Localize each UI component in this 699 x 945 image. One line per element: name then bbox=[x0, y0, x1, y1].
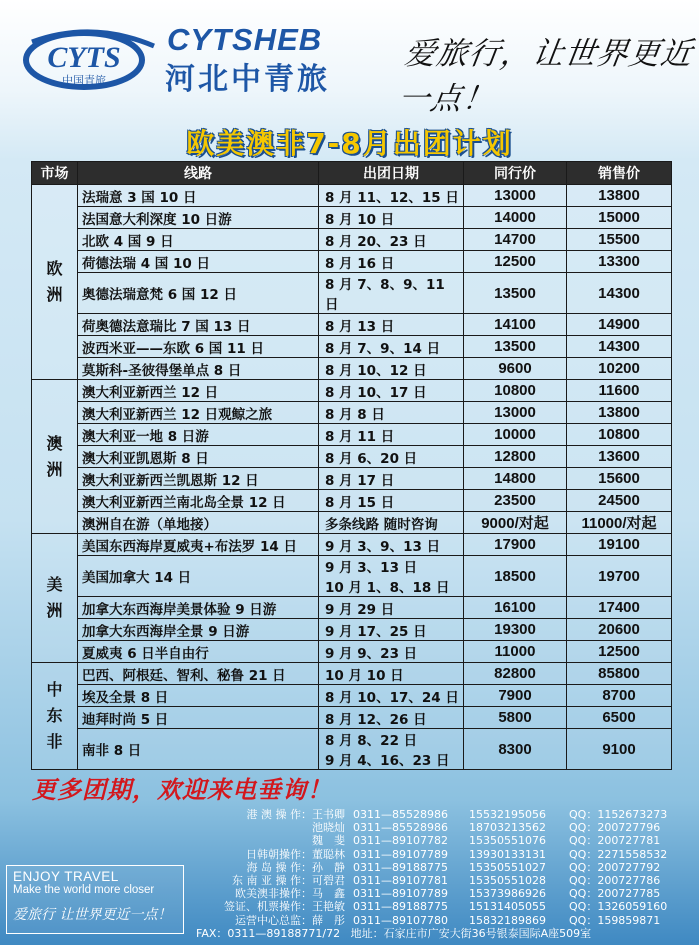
route-cell: 澳大利亚新西兰南北岛全景 12 日 bbox=[78, 490, 319, 512]
date-cell: 8 月 10 日 bbox=[319, 207, 464, 229]
contact-person: 王艳敏 bbox=[312, 900, 345, 914]
route-cell: 莫斯科-圣彼得堡单点 8 日 bbox=[78, 358, 319, 380]
column-header: 市场 bbox=[32, 162, 78, 185]
table-row bbox=[32, 707, 672, 729]
retail-price-cell: 15000 bbox=[567, 207, 672, 229]
retail-price-cell: 11000/对起 bbox=[567, 512, 672, 534]
column-header: 销售价 bbox=[567, 162, 672, 185]
date-line: 10 月 1、8、18 日 bbox=[325, 580, 450, 596]
retail-price-cell: 14900 bbox=[567, 314, 672, 336]
retail-price-cell: 14300 bbox=[567, 336, 672, 358]
route-cell: 美国加拿大 14 日 bbox=[78, 556, 319, 597]
retail-price-cell: 15500 bbox=[567, 229, 672, 251]
peer-price-cell: 14100 bbox=[464, 314, 567, 336]
table-row bbox=[32, 424, 672, 446]
date-cell: 8 月 10、17、24 日 bbox=[319, 685, 464, 707]
date-cell: 8 月 10、12 日 bbox=[319, 358, 464, 380]
contact-row bbox=[196, 821, 696, 834]
region-name: 美洲 bbox=[46, 575, 63, 620]
route-cell: 迪拜时尚 5 日 bbox=[78, 707, 319, 729]
table-row bbox=[32, 402, 672, 424]
peer-price-cell: 14000 bbox=[464, 207, 567, 229]
contact-office-phone: 0311—89107789 bbox=[353, 847, 448, 861]
route-cell: 荷奥德法意瑞比 7 国 13 日 bbox=[78, 314, 319, 336]
contact-person: 魏 斐 bbox=[312, 834, 345, 848]
brand-english: CYTSHEB bbox=[167, 22, 323, 57]
peer-price-cell: 17900 bbox=[464, 534, 567, 556]
region-name: 澳洲 bbox=[46, 433, 63, 479]
route-cell: 加拿大东西海岸美景体验 9 日游 bbox=[78, 597, 319, 619]
date-cell: 多条线路 随时咨询 bbox=[319, 512, 464, 534]
retail-price-cell: 17400 bbox=[567, 597, 672, 619]
date-cell: 10 月 10 日 bbox=[319, 663, 464, 685]
contact-qq: QQ：2271558532 bbox=[569, 847, 668, 861]
contact-office-phone: 0311—89107780 bbox=[353, 913, 448, 927]
peer-price-cell: 11000 bbox=[464, 641, 567, 663]
contact-qq: QQ：200727792 bbox=[569, 860, 661, 874]
route-cell: 加拿大东西海岸全景 9 日游 bbox=[78, 619, 319, 641]
region-cell bbox=[32, 185, 78, 380]
table-row bbox=[32, 641, 672, 663]
peer-price-cell: 13500 bbox=[464, 273, 567, 314]
retail-price-cell: 13800 bbox=[567, 185, 672, 207]
retail-price-cell: 12500 bbox=[567, 641, 672, 663]
contact-row bbox=[196, 848, 696, 861]
date-line: 8 月 8、22 日 bbox=[325, 733, 418, 749]
date-cell: 8 月 20、23 日 bbox=[319, 229, 464, 251]
table-body bbox=[32, 185, 672, 770]
route-cell: 澳大利亚新西兰凯恩斯 12 日 bbox=[78, 468, 319, 490]
enjoy-subtitle: Make the world more closer bbox=[13, 884, 155, 896]
cyts-logo-icon bbox=[22, 22, 162, 92]
route-cell: 夏威夷 6 日半自由行 bbox=[78, 641, 319, 663]
route-cell: 法国意大利深度 10 日游 bbox=[78, 207, 319, 229]
contact-qq: QQ：200727786 bbox=[569, 873, 661, 887]
contact-qq: QQ：1326059160 bbox=[569, 900, 668, 914]
contact-row bbox=[196, 808, 696, 821]
enjoy-travel-box bbox=[6, 865, 184, 934]
contact-office-phone: 0311—85528986 bbox=[353, 808, 448, 821]
table-row bbox=[32, 512, 672, 534]
table-row bbox=[32, 619, 672, 641]
route-cell: 巴西、阿根廷、智利、秘鲁 21 日 bbox=[78, 663, 319, 685]
enjoy-title: ENJOY TRAVEL bbox=[13, 869, 119, 884]
contact-person: 池晓灿 bbox=[312, 821, 345, 835]
contact-mobile: 18703213562 bbox=[469, 821, 546, 835]
contact-office-phone: 0311—89107789 bbox=[353, 887, 448, 901]
logo-initials: CYTS bbox=[47, 41, 121, 74]
date-cell: 8 月 7、9、14 日 bbox=[319, 336, 464, 358]
column-header: 同行价 bbox=[464, 162, 567, 185]
contact-office-phone: 0311—89107781 bbox=[353, 873, 448, 887]
table-row bbox=[32, 663, 672, 685]
peer-price-cell: 7900 bbox=[464, 685, 567, 707]
route-cell: 美国东西海岸夏威夷+布法罗 14 日 bbox=[78, 534, 319, 556]
peer-price-cell: 18500 bbox=[464, 556, 567, 597]
date-cell: 8 月 10、17 日 bbox=[319, 380, 464, 402]
peer-price-cell: 12500 bbox=[464, 251, 567, 273]
footer-line bbox=[196, 927, 696, 940]
route-cell: 澳大利亚凯恩斯 8 日 bbox=[78, 446, 319, 468]
table-row bbox=[32, 534, 672, 556]
contact-office-phone: 0311—89107782 bbox=[353, 834, 448, 848]
date-cell: 8 月 11、12、15 日 bbox=[319, 185, 464, 207]
retail-price-cell: 9100 bbox=[567, 729, 672, 770]
retail-price-cell: 6500 bbox=[567, 707, 672, 729]
table-row bbox=[32, 229, 672, 251]
contact-role: 东 南 亚 操 作： bbox=[232, 873, 312, 887]
retail-price-cell: 11600 bbox=[567, 380, 672, 402]
date-cell bbox=[319, 556, 464, 597]
date-cell: 8 月 6、20 日 bbox=[319, 446, 464, 468]
table-row bbox=[32, 358, 672, 380]
date-cell: 8 月 15 日 bbox=[319, 490, 464, 512]
table-header-row bbox=[32, 162, 672, 185]
table-row bbox=[32, 597, 672, 619]
route-cell: 澳洲自在游（单地接） bbox=[78, 512, 319, 534]
route-cell: 澳大利亚新西兰 12 日观鲸之旅 bbox=[78, 402, 319, 424]
contact-row bbox=[196, 900, 696, 913]
table-row bbox=[32, 729, 672, 770]
contact-mobile: 15350551076 bbox=[469, 834, 546, 848]
contact-role: 签证、机票操作： bbox=[224, 900, 312, 914]
peer-price-cell: 9600 bbox=[464, 358, 567, 380]
contact-office-phone: 0311—89188775 bbox=[353, 900, 448, 914]
retail-price-cell: 19100 bbox=[567, 534, 672, 556]
date-cell: 8 月 11 日 bbox=[319, 424, 464, 446]
contact-mobile: 15532195056 bbox=[469, 808, 546, 821]
table-row bbox=[32, 207, 672, 229]
contact-row bbox=[196, 887, 696, 900]
contact-qq: QQ：1152673273 bbox=[569, 808, 668, 821]
peer-price-cell: 82800 bbox=[464, 663, 567, 685]
contact-list bbox=[196, 808, 696, 940]
retail-price-cell: 85800 bbox=[567, 663, 672, 685]
contact-qq: QQ：159859871 bbox=[569, 913, 661, 927]
date-cell: 9 月 3、9、13 日 bbox=[319, 534, 464, 556]
contact-mobile: 15350551027 bbox=[469, 860, 546, 874]
plan-title: 欧美澳非7-8月出团计划 bbox=[186, 127, 513, 160]
enjoy-slogan: 爱旅行 让世界更近一点！ bbox=[13, 907, 172, 923]
brand-chinese: 河北中青旅 bbox=[165, 62, 330, 97]
date-cell: 9 月 17、25 日 bbox=[319, 619, 464, 641]
contact-office-phone: 0311—89188775 bbox=[353, 860, 448, 874]
peer-price-cell: 13000 bbox=[464, 402, 567, 424]
tour-schedule-table bbox=[31, 161, 672, 770]
retail-price-cell: 13300 bbox=[567, 251, 672, 273]
retail-price-cell: 13600 bbox=[567, 446, 672, 468]
route-cell: 澳大利亚新西兰 12 日 bbox=[78, 380, 319, 402]
peer-price-cell: 14700 bbox=[464, 229, 567, 251]
peer-price-cell: 8300 bbox=[464, 729, 567, 770]
date-cell: 8 月 13 日 bbox=[319, 314, 464, 336]
table-row bbox=[32, 685, 672, 707]
date-cell: 8 月 16 日 bbox=[319, 251, 464, 273]
route-cell: 南非 8 日 bbox=[78, 729, 319, 770]
retail-price-cell: 15600 bbox=[567, 468, 672, 490]
retail-price-cell: 8700 bbox=[567, 685, 672, 707]
date-cell bbox=[319, 729, 464, 770]
contact-qq: QQ：200727781 bbox=[569, 834, 661, 848]
retail-price-cell: 24500 bbox=[567, 490, 672, 512]
route-cell: 波西米亚——东欧 6 国 11 日 bbox=[78, 336, 319, 358]
contact-role: 欧美澳非操作： bbox=[235, 887, 312, 901]
retail-price-cell: 20600 bbox=[567, 619, 672, 641]
column-header: 出团日期 bbox=[319, 162, 464, 185]
route-cell: 埃及全景 8 日 bbox=[78, 685, 319, 707]
contact-person: 王书卿 bbox=[312, 808, 345, 821]
contact-row bbox=[196, 914, 696, 927]
peer-price-cell: 9000/对起 bbox=[464, 512, 567, 534]
contact-qq: QQ：200727785 bbox=[569, 887, 661, 901]
date-cell: 9 月 29 日 bbox=[319, 597, 464, 619]
contact-person: 可碧君 bbox=[312, 873, 345, 887]
route-cell: 北欧 4 国 9 日 bbox=[78, 229, 319, 251]
contact-mobile: 15131405055 bbox=[469, 900, 546, 914]
contact-person: 孙 静 bbox=[312, 860, 345, 874]
peer-price-cell: 10000 bbox=[464, 424, 567, 446]
contact-mobile: 13930133131 bbox=[469, 847, 546, 861]
table-row bbox=[32, 251, 672, 273]
contact-row bbox=[196, 874, 696, 887]
contact-role: 运营中心总监： bbox=[235, 913, 312, 927]
contact-qq: QQ：200727796 bbox=[569, 821, 661, 835]
peer-price-cell: 13500 bbox=[464, 336, 567, 358]
peer-price-cell: 13000 bbox=[464, 185, 567, 207]
contact-row bbox=[196, 861, 696, 874]
date-line: 9 月 4、16、23 日 bbox=[325, 753, 450, 769]
fax-number: FAX：0311—89188771/72 bbox=[196, 926, 341, 940]
peer-price-cell: 5800 bbox=[464, 707, 567, 729]
contact-person: 薛 彤 bbox=[312, 913, 345, 927]
table-row bbox=[32, 336, 672, 358]
table-row bbox=[32, 185, 672, 207]
route-cell: 荷德法瑞 4 国 10 日 bbox=[78, 251, 319, 273]
peer-price-cell: 23500 bbox=[464, 490, 567, 512]
region-cell bbox=[32, 663, 78, 770]
contact-person: 董聪林 bbox=[312, 847, 345, 861]
peer-price-cell: 10800 bbox=[464, 380, 567, 402]
contact-mobile: 15832189869 bbox=[469, 913, 546, 927]
contact-role: 海 岛 操 作： bbox=[246, 860, 312, 874]
contact-role: 日韩朝操作： bbox=[246, 847, 312, 861]
contact-person: 马 鑫 bbox=[312, 887, 345, 901]
retail-price-cell: 10800 bbox=[567, 424, 672, 446]
table-row bbox=[32, 468, 672, 490]
date-cell: 8 月 7、8、9、11 日 bbox=[319, 273, 464, 314]
peer-price-cell: 19300 bbox=[464, 619, 567, 641]
table-row bbox=[32, 314, 672, 336]
date-line: 9 月 3、13 日 bbox=[325, 560, 418, 576]
slogan: 爱旅行，让世界更近一点！ bbox=[395, 36, 696, 117]
route-cell: 奥德法瑞意梵 6 国 12 日 bbox=[78, 273, 319, 314]
region-cell bbox=[32, 534, 78, 663]
route-cell: 法瑞意 3 国 10 日 bbox=[78, 185, 319, 207]
region-name: 欧洲 bbox=[46, 259, 63, 304]
contact-mobile: 15373986926 bbox=[469, 887, 546, 901]
logo-subtitle: 中国青旅 bbox=[62, 74, 106, 87]
table-row bbox=[32, 273, 672, 314]
retail-price-cell: 13800 bbox=[567, 402, 672, 424]
contact-office-phone: 0311—85528986 bbox=[353, 821, 448, 835]
table-row bbox=[32, 490, 672, 512]
region-name: 中东非 bbox=[46, 680, 63, 751]
contact-mobile: 15350551028 bbox=[469, 873, 546, 887]
date-cell: 8 月 12、26 日 bbox=[319, 707, 464, 729]
route-cell: 澳大利亚一地 8 日游 bbox=[78, 424, 319, 446]
retail-price-cell: 10200 bbox=[567, 358, 672, 380]
contact-role: 港 澳 操 作： bbox=[246, 808, 312, 821]
table-row bbox=[32, 446, 672, 468]
table-row bbox=[32, 380, 672, 402]
column-header: 线路 bbox=[78, 162, 319, 185]
date-cell: 9 月 9、23 日 bbox=[319, 641, 464, 663]
region-cell bbox=[32, 380, 78, 534]
table-row bbox=[32, 556, 672, 597]
peer-price-cell: 14800 bbox=[464, 468, 567, 490]
date-cell: 8 月 17 日 bbox=[319, 468, 464, 490]
retail-price-cell: 14300 bbox=[567, 273, 672, 314]
retail-price-cell: 19700 bbox=[567, 556, 672, 597]
peer-price-cell: 16100 bbox=[464, 597, 567, 619]
more-dates-notice: 更多团期，欢迎来电垂询！ bbox=[32, 775, 332, 804]
contact-row bbox=[196, 834, 696, 847]
peer-price-cell: 12800 bbox=[464, 446, 567, 468]
address: 地址：石家庄市广安大街36号银泰国际A座509室 bbox=[350, 926, 592, 940]
date-cell: 8 月 8 日 bbox=[319, 402, 464, 424]
